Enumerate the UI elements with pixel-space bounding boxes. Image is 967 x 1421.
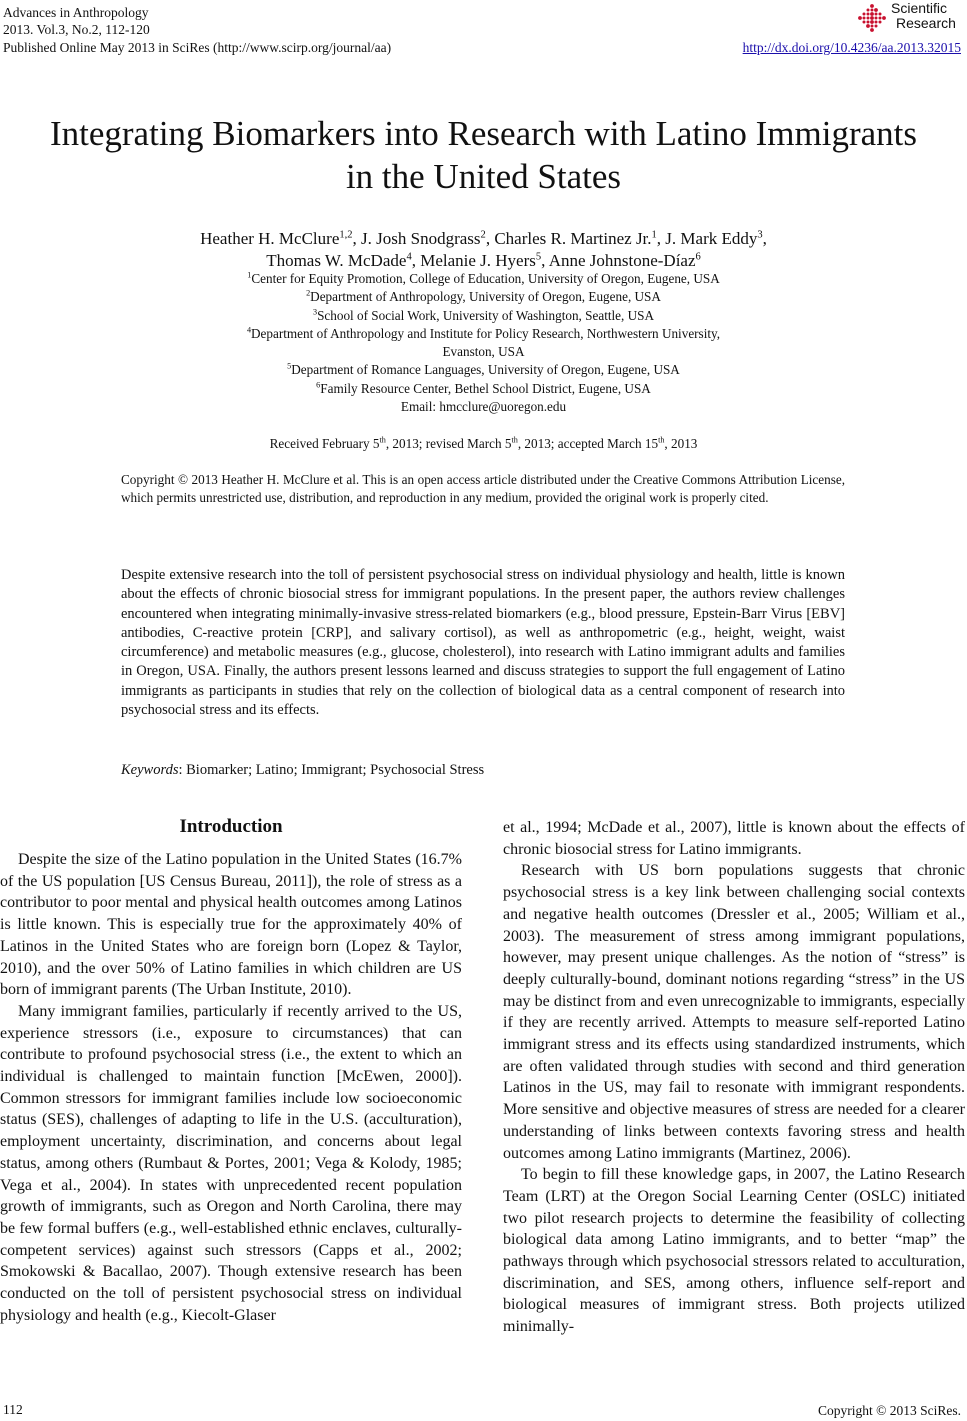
- section-heading-introduction: Introduction: [179, 816, 283, 837]
- affiliation-line: $^6$Family Resource Center, Bethel School District, Eugene, USA: [316, 380, 651, 396]
- logo-dot: [871, 9, 874, 12]
- logo-dot: [870, 16, 874, 20]
- logo-dot: [870, 4, 874, 8]
- logo-line1: Scientific: [891, 0, 948, 16]
- body-paragraph: Despite the size of the Latino population in the United States (16.7% of the US population [US Census Bureau, 2011]), the role of stress as a contributor to poor mental and physical health outcomes among Latinos is little known. This is especially true for the approximately 40% of Latinos in the United States who are foreign born (Lopez & Taylor, 2010), and the over 50% of Latino families in which children are US born of immigrant parents (The Urban Institute, 2010).: [0, 851, 462, 999]
- logo-dot: [882, 16, 886, 20]
- logo-dot: [879, 21, 882, 24]
- author-line-1: Heather H. McClure$^{1,2}$, J. Josh Snodgrass$^2$, Charles R. Martinez Jr.$^1$, J. Mark Eddy$^3$,: [200, 229, 767, 248]
- affiliation-line: $^2$Department of Anthropology, University of Oregon, Eugene, USA: [306, 288, 661, 305]
- body-paragraph: To begin to fill these knowledge gaps, in 2007, the Latino Research Team (LRT) at the Oregon Social Learning Center (OSLC) initiated two pilot research projects to determine the feasibility of collecting biological data among Latino immigrants, and to better “map” the pathways through which psychosocial stressors related to acculturation, discrimination, and SES, among others, influence self-report and biological measures of immigrant stress. Both projects utilized minimally-: [503, 1166, 965, 1336]
- author-affiliation-marker: 1: [651, 229, 657, 241]
- logo-diamond-icon: [856, 2, 888, 34]
- logo-dot: [870, 20, 874, 24]
- body-paragraph: Many immigrant families, particularly if recently arrived to the US, experience stressors (i.e., exposure to circumstances) that can contribute to profound psychosocial stress (i.e., the extent to which an individual is challenged to maintain function [McEwen, 2000]). Common stressors for immigrant families include low socioeconomic status (SES), challenges of adapting to life in the U.S. (acculturation), employment uncertainty, discrimination, and concerns about legal status, among others (Rumbaut & Portes, 2001; Vega & Kolody, 1985; Vega et al., 2004). In states with unprecedented recent population growth of immigrants, such as Oregon and North Carolina, there may be few formal buffers (e.g., well-established ethnic enclaves, culturally-competent services) against such stressors (Capps et al., 2002; Smokowski & Bacallao, 2007). Though extensive research has been conducted on the toll of persistent psychosocial stress on individual physiology and health (e.g., Kiecolt-Glaser: [0, 1002, 462, 1324]
- author-name: J. Josh Snodgrass: [361, 229, 481, 248]
- journal-volume: 2013. Vol.3, No.2, 112-120: [3, 22, 150, 37]
- author-name: Anne Johnstone-Díaz: [548, 251, 696, 270]
- affiliation-line: Evanston, USA: [442, 344, 525, 360]
- logo-dot: [870, 12, 874, 16]
- author-line-2: Thomas W. McDade$^4$, Melanie J. Hyers$^5$, Anne Johnstone-Díaz$^6$: [266, 251, 701, 270]
- logo-dot: [875, 17, 878, 20]
- logo-dot: [867, 17, 870, 20]
- logo-dot: [863, 21, 866, 24]
- affiliation-line: $^3$School of Social Work, University of Washington, Seattle, USA: [312, 307, 655, 323]
- logo-dot: [866, 24, 870, 28]
- author-name: Melanie J. Hyers: [420, 251, 536, 270]
- affiliation-line: $^5$Department of Romance Languages, University of Oregon, Eugene, USA: [287, 362, 680, 378]
- author-affiliation-marker: 6: [695, 251, 701, 263]
- author-affiliation-marker: 5: [535, 251, 542, 263]
- logo-dot: [874, 8, 878, 12]
- scientific-research-logo: [856, 1, 961, 35]
- author-affiliation-marker: 3: [757, 229, 763, 241]
- logo-dot: [863, 17, 866, 20]
- author-name: Charles R. Martinez Jr.: [494, 229, 652, 248]
- body-column-right: [503, 817, 965, 1338]
- logo-dot: [875, 13, 878, 16]
- publication-info: Published Online May 2013 in SciRes (http://www.scirp.org/journal/aa): [3, 40, 392, 55]
- body-paragraph: Research with US born populations suggests that chronic psychosocial stress is a key link between challenging social contexts and negative health outcomes (Dressler et al., 2005; William et al., 2003). The measurement of stress among immigrant populations, however, may present unique challenges. As the notion of “stress” is deeply culturally-bound, dominant notions regarding “stress” in the US may be distinct from and even unrecognizable to immigrants, especially if they are recently arrived. Attempts to measure self-reported Latino immigrant stress and its effects using standardized instruments, which are often validated through studies with second and third generation Latinos in the US, may fail to resonate with immigrant respondents. More sensitive and objective measures of stress are needed for a clearer understanding of links between contexts favoring stress and health outcomes among Latino immigrants (Martinez, 2006).: [503, 862, 965, 1162]
- author-affiliation-marker: 1,2: [339, 229, 353, 241]
- doi-link[interactable]: http://dx.doi.org/10.4236/aa.2013.32015: [742, 40, 961, 55]
- logo-dot: [867, 9, 870, 12]
- logo-dot: [867, 13, 870, 16]
- author-affiliation-marker: 4: [406, 251, 412, 263]
- affiliation-list: [0, 270, 967, 416]
- logo-dot: [867, 21, 870, 24]
- logo-dot: [871, 25, 874, 28]
- paper-title-line1: Integrating Biomarkers into Research with Latino Immigrants: [49, 114, 917, 153]
- copyright-notice: Copyright © 2013 Heather H. McClure et al. This is an open access article distributed under the Creative Commons Attribution License, which permits unrestricted use, distribution, and reproduction in any medium, provided the original work is properly cited.: [121, 472, 845, 506]
- body-column-left: [0, 815, 462, 1326]
- logo-dot: [863, 13, 866, 16]
- body-paragraph: et al., 1994; McDade et al., 2007), little is known about the effects of chronic biosocial stress for Latino immigrants.: [503, 819, 965, 858]
- keywords-list: : Biomarker; Latino; Immigrant; Psychosocial Stress: [178, 762, 485, 778]
- author-affiliation-marker: 2: [480, 229, 486, 241]
- paper-title-line2: in the United States: [345, 157, 622, 196]
- page-number: 112: [3, 1402, 23, 1417]
- author-name: Heather H. McClure: [200, 229, 340, 248]
- affiliation-line: $^1$Center for Equity Promotion, College of Education, University of Oregon, Eugene, USA: [247, 270, 720, 286]
- author-name: Thomas W. McDade: [266, 251, 407, 270]
- journal-name: Advances in Anthropology: [3, 5, 149, 20]
- logo-line2: Research: [896, 15, 956, 31]
- logo-dot: [875, 25, 878, 28]
- paper-title: [0, 112, 967, 198]
- logo-dot: [879, 17, 882, 20]
- logo-dot: [875, 21, 878, 24]
- footer-copyright: Copyright © 2013 SciRes.: [817, 1403, 961, 1418]
- abstract: Despite extensive research into the toll of persistent psychosocial stress on individual physiology and health, little is known about the effects of chronic biosocial stress for immigrant populations. In the present paper, the authors review challenges encountered when integrating minimally-invasive stress-related biomarkers (e.g., blood pressure, Epstein-Barr Virus [EBV] antibodies, C-reactive protein [CRP], and salivary cortisol), as well as anthropometric (e.g., height, weight, waist circumference) and metabolic measures (e.g., glucose, cholesterol), into research with Latino immigrant adults and families in Oregon, USA. Finally, the authors present lessons learned and discuss strategies to support the full engagement of Latino immigrants as participants in studies that rely on the collection of biological data as a central component of research into psychosocial stress and its effects.: [121, 567, 845, 719]
- keywords-label: Keywords: [121, 762, 179, 778]
- author-name: J. Mark Eddy: [665, 229, 758, 248]
- affiliation-line: $^4$Department of Anthropology and Institute for Policy Research, Northwestern University,: [246, 325, 721, 341]
- logo-dot: [870, 28, 874, 32]
- affiliation-line: Email: hmcclure@uoregon.edu: [400, 399, 567, 415]
- keywords: [121, 762, 845, 779]
- logo-dot: [858, 16, 862, 20]
- logo-dot: [879, 13, 882, 16]
- received-dates: Received February 5th, 2013; revised March 5th, 2013; accepted March 15th, 2013: [269, 435, 698, 451]
- author-list: [0, 228, 967, 272]
